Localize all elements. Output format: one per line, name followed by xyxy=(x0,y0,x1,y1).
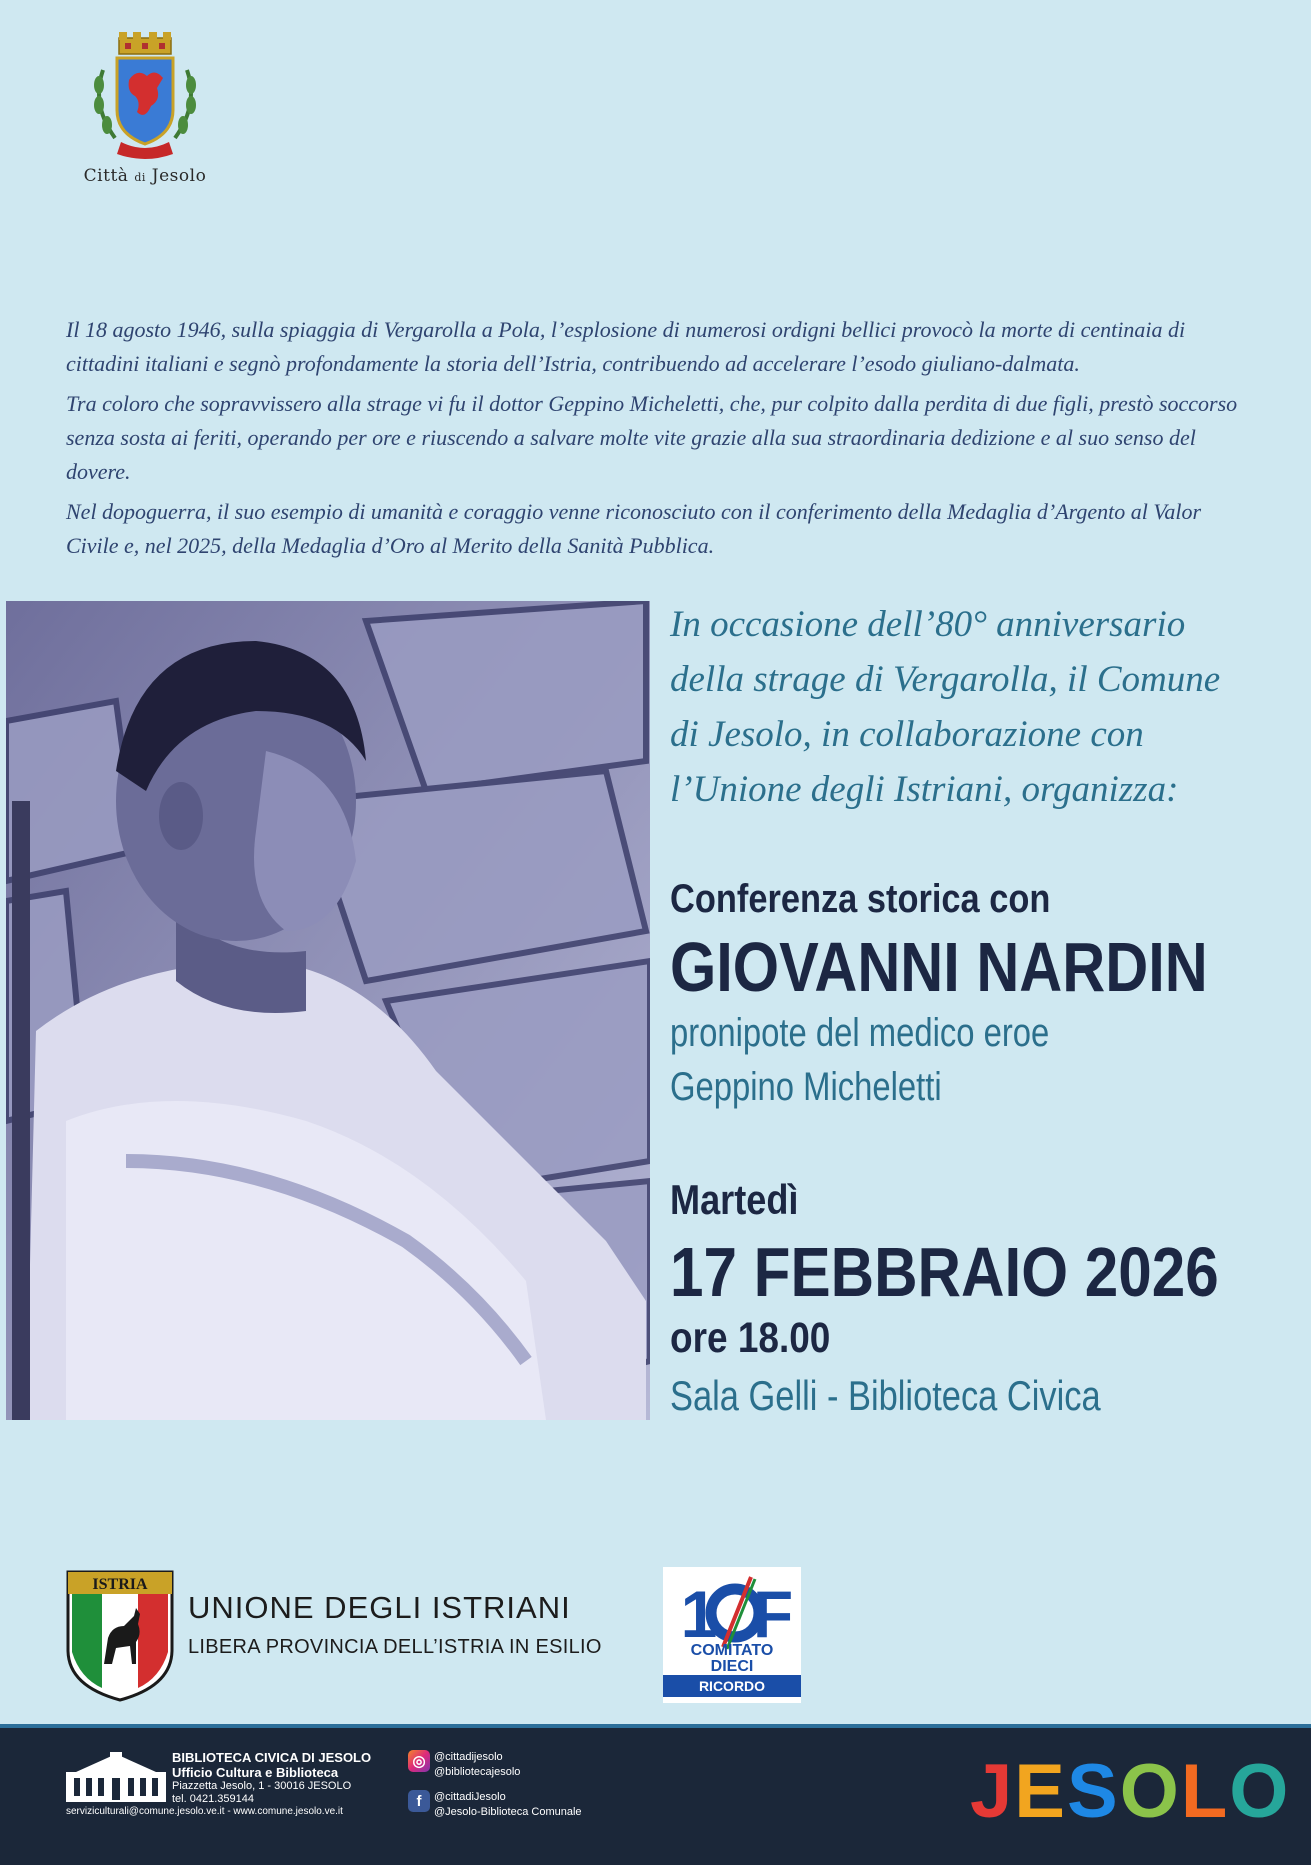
conference-label: Conferenza storica con xyxy=(670,877,1051,921)
social-links xyxy=(408,1750,582,1830)
city-crest xyxy=(60,30,230,186)
comitato-line1: COMITATO xyxy=(690,1642,774,1659)
footer-bar xyxy=(0,1724,1311,1865)
jesolo-logo-letter: J xyxy=(970,1749,1015,1834)
istria-text xyxy=(188,1590,602,1659)
speaker-name: GIOVANNI NARDIN xyxy=(670,928,1208,1006)
jesolo-logo-letter: E xyxy=(1014,1749,1067,1834)
jesolo-logo-letter: O xyxy=(1119,1749,1181,1834)
library-building-icon xyxy=(66,1752,166,1807)
facebook-icon: f xyxy=(408,1790,430,1812)
jesolo-logo-letter: O xyxy=(1229,1749,1291,1834)
instagram-row[interactable] xyxy=(408,1750,582,1780)
speaker-subtitle-1: pronipote del medico eroe xyxy=(670,1011,1050,1055)
intro-text xyxy=(66,313,1258,569)
instagram-handle-2[interactable]: @bibliotecajesolo xyxy=(434,1766,521,1778)
event-day: Martedì xyxy=(670,1176,799,1223)
portrait-photo-icon xyxy=(6,601,650,1420)
istria-title: UNIONE DEGLI ISTRIANI xyxy=(188,1590,571,1625)
event-info xyxy=(670,597,1290,1424)
crest-city-word: Città xyxy=(83,166,129,186)
library-name: BIBLIOTECA CIVICA DI JESOLO xyxy=(172,1750,372,1765)
event-time: ore 18.00 xyxy=(670,1314,831,1362)
comitato-letter-f: F xyxy=(752,1577,794,1651)
historic-photo xyxy=(6,601,650,1420)
occasion-line: della strage di Vergarolla, il Comune xyxy=(670,659,1221,700)
coat-of-arms-icon xyxy=(85,30,205,160)
library-office: Ufficio Cultura e Biblioteca xyxy=(172,1765,339,1780)
facebook-handle-2[interactable]: @Jesolo-Biblioteca Comunale xyxy=(434,1806,582,1818)
facebook-row[interactable] xyxy=(408,1790,582,1820)
istria-shield-label: ISTRIA xyxy=(92,1576,148,1593)
library-phone: tel. 0421.359144 xyxy=(172,1793,254,1805)
crest-jesolo-word: Jesolo xyxy=(151,166,207,186)
library-info xyxy=(172,1750,371,1806)
occasion-line: In occasione dell’80° anniversario xyxy=(670,604,1186,645)
library-address: Piazzetta Jesolo, 1 - 30016 JESOLO xyxy=(172,1780,352,1792)
library-contacts[interactable]: serviziculturali@comune.jesolo.ve.it - www.comune.jesolo.ve.it xyxy=(66,1806,343,1817)
intro-paragraph-3: Nel dopoguerra, il suo esempio di umanità e coraggio venne riconosciuto con il conferimento della Medaglia d’Argento al Valor Civile e, nel 2025, della Medaglia d’Oro al Merito della Sanità Pubblica. xyxy=(66,499,1202,558)
comitato-line3: RICORDO xyxy=(698,1678,766,1694)
istria-shield-icon xyxy=(64,1568,176,1704)
comitato-dieci-febbraio-icon xyxy=(663,1567,801,1703)
istria-shield-logo xyxy=(64,1568,176,1709)
comitato-line2: DIECI xyxy=(710,1658,754,1675)
comitato-logo xyxy=(663,1567,801,1703)
jesolo-logo-letter: L xyxy=(1180,1749,1230,1834)
comitato-number-1: 1 xyxy=(680,1577,718,1651)
crest-label xyxy=(60,166,230,186)
instagram-icon: ◎ xyxy=(408,1750,430,1772)
intro-paragraph-2: Tra coloro che sopravvissero alla strage vi fu il dottor Geppino Micheletti, che, pur colpito dalla perdita di due figli, prestò soccorso senza sosta ai feriti, operando per ore e riuscendo a salvare molte vite grazie alla sua straordinaria dedizione e al suo senso del dovere. xyxy=(66,391,1238,484)
intro-paragraph-1: Il 18 agosto 1946, sulla spiaggia di Vergarolla a Pola, l’esplosione di numerosi ordigni bellici provocò la morte di centinaia di cittadini italiani e segnò profondamente la storia dell’Istria, contribuendo ad accelerare l’esodo giuliano-dalmata. xyxy=(66,317,1186,376)
crest-di-word: di xyxy=(134,171,146,184)
jesolo-logo-letter: S xyxy=(1066,1749,1120,1834)
speaker-subtitle-2: Geppino Micheletti xyxy=(670,1065,942,1109)
instagram-handle-1[interactable]: @cittadijesolo xyxy=(434,1751,503,1763)
facebook-handle-1[interactable]: @cittadiJesolo xyxy=(434,1791,506,1803)
occasion-line: di Jesolo, in collaborazione con xyxy=(670,714,1144,755)
jesolo-logo xyxy=(970,1749,1291,1834)
occasion-text xyxy=(670,597,1290,817)
event-date: 17 FEBBRAIO 2026 xyxy=(670,1233,1219,1311)
event-venue: Sala Gelli - Biblioteca Civica xyxy=(670,1372,1101,1419)
istria-subtitle: LIBERA PROVINCIA DELL’ISTRIA IN ESILIO xyxy=(188,1636,602,1658)
occasion-line: l’Unione degli Istriani, organizza: xyxy=(670,769,1179,810)
